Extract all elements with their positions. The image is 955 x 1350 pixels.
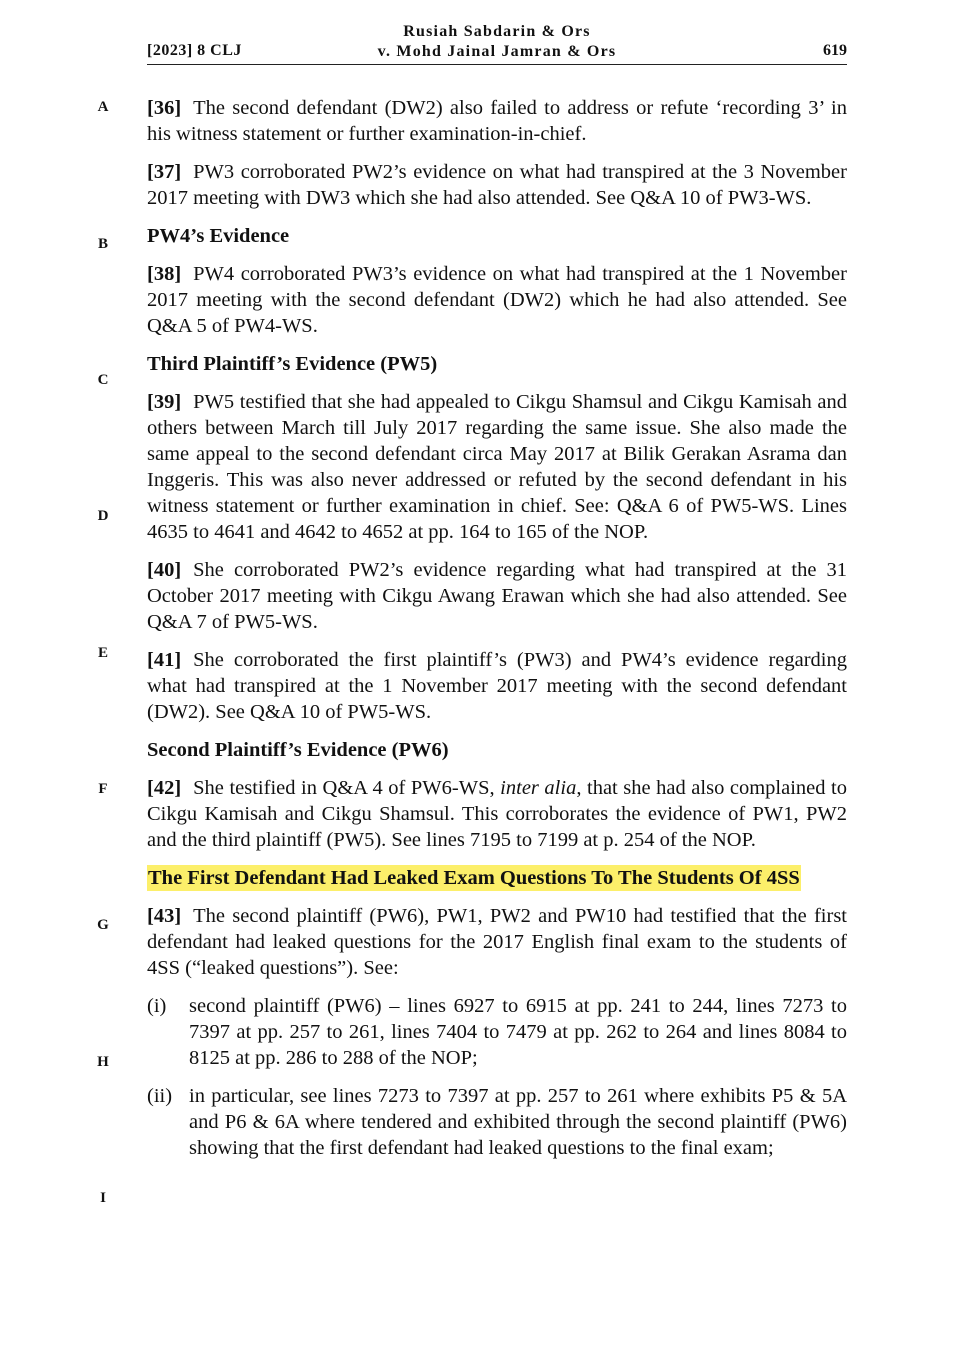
margin-letter-b: B — [97, 236, 108, 252]
paragraph-number: [42] — [147, 777, 182, 799]
list-item-label: (i) — [147, 995, 167, 1017]
paragraph-42 — [147, 775, 847, 853]
highlighted-heading: The First Defendant Had Leaked Exam Questions To The Students Of 4SS — [148, 867, 800, 889]
list-item-label: (ii) — [147, 1085, 173, 1107]
margin-letter-d: D — [97, 508, 109, 524]
paragraph-number: [43] — [147, 905, 182, 927]
paragraph-text: The second plaintiff (PW6), PW1, PW2 and PW10 had testified that the first defendant had leaked questions for the 2017 English final exam to the students of 4SS (“leaked questions”). See: — [147, 905, 847, 979]
paragraph-text: She testified in Q&A 4 of PW6-WS, — [193, 777, 501, 799]
paragraph-37 — [147, 159, 847, 211]
paragraph-text: PW5 testified that she had appealed to Cikgu Shamsul and Cikgu Kamisah and others between March till July 2017 regarding the same issue. She also made the same appeal to the second defendant circa May 2017 at Bilik Gerakan Asrama dan Inggeris. This was also never addressed or refuted by the second defendant in his witness statement or further examination in chief. See: Q&A 6 of PW5-WS. Lines 4635 to 4641 and 4642 to 4652 at pp. 164 to 165 of the NOP. — [147, 391, 847, 543]
paragraph-43 — [147, 903, 847, 981]
section-heading-pw6: Second Plaintiff’s Evidence (PW6) — [147, 739, 449, 761]
paragraph-text: PW4 corroborated PW3’s evidence on what had transpired at the 1 November 2017 meeting with the second defendant (DW2) which he had also attended. See Q&A 5 of PW4-WS. — [147, 263, 847, 337]
paragraph-number: [39] — [147, 391, 182, 413]
margin-letter-c: C — [97, 372, 109, 388]
list-item — [147, 993, 847, 1071]
paragraph-text: She corroborated PW2’s evidence regarding what had transpired at the 31 October 2017 meeting with Cikgu Awang Erawan which she had also attended. See Q&A 7 of PW5-WS. — [147, 559, 847, 633]
list-item-text: in particular, see lines 7273 to 7397 at pp. 257 to 261 where exhibits P5 & 5A and P6 & 6A where tendered and exhibited through the second plaintiff (PW6) showing that the first defendant had leaked questions to the final exam; — [189, 1085, 847, 1159]
paragraph-41 — [147, 647, 847, 725]
list-item — [147, 1083, 847, 1161]
paragraph-text-continued: , that she had also complained to Cikgu Kamisah and Cikgu Shamsul. This corroborates the evidence of PW1, PW2 and the third plaintiff (PW5). See lines 7195 to 7199 at p. 254 of the NOP. — [147, 777, 847, 851]
margin-letter-i: I — [100, 1190, 106, 1206]
case-title-line2: v. Mohd Jainal Jamran & Ors — [377, 43, 617, 60]
paragraph-text: PW3 corroborated PW2’s evidence on what had transpired at the 3 November 2017 meeting with DW3 which she had also attended. See Q&A 10 of PW3-WS. — [147, 161, 847, 209]
margin-letter-f: F — [98, 781, 108, 797]
margin-letter-a: A — [97, 99, 109, 115]
case-title — [147, 22, 847, 62]
paragraph-number: [40] — [147, 559, 182, 581]
latin-phrase: inter alia — [500, 777, 577, 799]
paragraph-number: [37] — [147, 161, 182, 183]
section-heading-leaked-questions — [147, 865, 847, 891]
report-citation: [2023] 8 CLJ — [147, 42, 242, 59]
running-header — [147, 20, 847, 65]
judgment-body — [147, 95, 847, 1173]
list-item-text: second plaintiff (PW6) – lines 6927 to 6915 at pp. 241 to 244, lines 7273 to 7397 at pp. 257 to 261, lines 7404 to 7479 at pp. 262 to 264 and lines 8084 to 8125 at pp. 286 to 288 of the NOP; — [189, 995, 847, 1069]
paragraph-text: The second defendant (DW2) also failed to address or refute ‘recording 3’ in his witness statement or further examination-in-chief. — [147, 97, 847, 145]
page-number: 619 — [823, 42, 847, 59]
paragraph-39 — [147, 389, 847, 545]
paragraph-number: [38] — [147, 263, 182, 285]
case-title-line1: Rusiah Sabdarin & Ors — [403, 23, 591, 40]
paragraph-number: [41] — [147, 649, 182, 671]
margin-letter-g: G — [97, 917, 109, 933]
paragraph-text: She corroborated the first plaintiff’s (PW3) and PW4’s evidence regarding what had transpired at the 1 November 2017 meeting with the second defendant (DW2). See Q&A 10 of PW5-WS. — [147, 649, 847, 723]
paragraph-38 — [147, 261, 847, 339]
section-heading-pw4: PW4’s Evidence — [147, 225, 290, 247]
paragraph-number: [36] — [147, 97, 182, 119]
margin-letter-h: H — [97, 1054, 109, 1070]
section-heading-pw5: Third Plaintiff’s Evidence (PW5) — [147, 353, 438, 375]
paragraph-40 — [147, 557, 847, 635]
margin-letter-e: E — [97, 645, 108, 661]
paragraph-36 — [147, 95, 847, 147]
